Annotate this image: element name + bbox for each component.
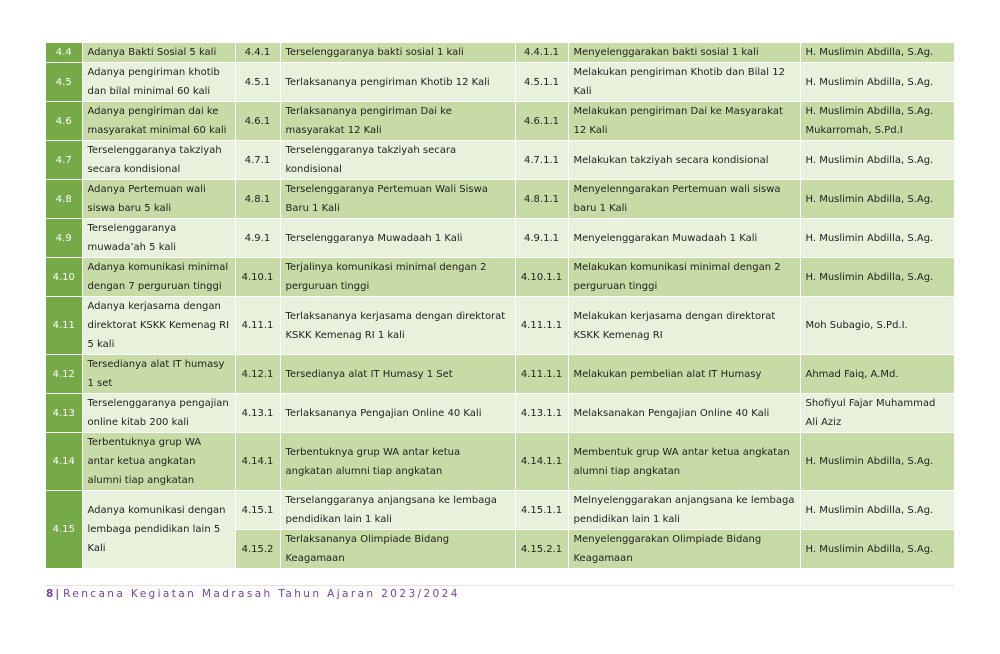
target-cell: Adanya komunikasi dengan lembaga pendidikan lain 5 Kali <box>82 491 235 569</box>
row-number: 4.11 <box>46 297 82 355</box>
activity-cell: Melakukan komunikasi minimal dengan 2 perguruan tinggi <box>568 258 800 297</box>
target-cell: Adanya kerjasama dengan direktorat KSKK Kemenag RI 5 kali <box>82 297 235 355</box>
table-row <box>46 63 954 102</box>
footer-divider <box>46 585 954 586</box>
indicator-code: 4.11.1 <box>235 297 280 355</box>
target-cell: Adanya Pertemuan wali siswa baru 5 kali <box>82 180 235 219</box>
activity-code: 4.7.1.1 <box>515 141 568 180</box>
activity-code: 4.11.1.1 <box>515 297 568 355</box>
activity-cell: Melakukan pembelian alat IT Humasy <box>568 355 800 394</box>
indicator-code: 4.5.1 <box>235 63 280 102</box>
table-row <box>46 433 954 491</box>
target-cell: Adanya Bakti Sosial 5 kali <box>82 43 235 63</box>
person-in-charge: H. Muslimin Abdilla, S.Ag. <box>800 180 954 219</box>
indicator-cell: Terselenggaranya Muwadaah 1 Kali <box>280 219 515 258</box>
indicator-cell: Terselanggaranya anjangsana ke lembaga pendidikan lain 1 kali <box>280 491 515 530</box>
person-in-charge: H. Muslimin Abdilla, S.Ag. <box>800 43 954 63</box>
indicator-code: 4.12.1 <box>235 355 280 394</box>
indicator-code: 4.14.1 <box>235 433 280 491</box>
activity-cell: Menyelenggarakan Muwadaah 1 Kali <box>568 219 800 258</box>
indicator-cell: Terlaksananya kerjasama dengan direktorat KSKK Kemenag RI 1 kali <box>280 297 515 355</box>
row-number: 4.9 <box>46 219 82 258</box>
page-footer <box>46 588 460 600</box>
activity-cell: Melakukan takziyah secara kondisional <box>568 141 800 180</box>
indicator-code: 4.15.2 <box>235 530 280 569</box>
activity-code: 4.14.1.1 <box>515 433 568 491</box>
table-row <box>46 102 954 141</box>
table-row <box>46 491 954 530</box>
activity-code: 4.15.1.1 <box>515 491 568 530</box>
table-row <box>46 355 954 394</box>
row-number: 4.15 <box>46 491 82 569</box>
activity-cell: Membentuk grup WA antar ketua angkatan alumni tiap angkatan <box>568 433 800 491</box>
target-cell: Terselenggaranya pengajian online kitab 200 kali <box>82 394 235 433</box>
indicator-code: 4.7.1 <box>235 141 280 180</box>
indicator-code: 4.8.1 <box>235 180 280 219</box>
table-row <box>46 180 954 219</box>
row-number: 4.14 <box>46 433 82 491</box>
target-cell: Terselenggaranya takziyah secara kondisional <box>82 141 235 180</box>
row-number: 4.5 <box>46 63 82 102</box>
target-cell: Adanya pengiriman dai ke masyarakat minimal 60 kali <box>82 102 235 141</box>
person-in-charge: H. Muslimin Abdilla, S.Ag. <box>800 141 954 180</box>
activity-code: 4.10.1.1 <box>515 258 568 297</box>
table-row <box>46 141 954 180</box>
activity-cell: Melaksanakan Pengajian Online 40 Kali <box>568 394 800 433</box>
activity-cell: Melakukan pengiriman Khotib dan Bilal 12 Kali <box>568 63 800 102</box>
target-cell: Terbentuknya grup WA antar ketua angkatan alumni tiap angkatan <box>82 433 235 491</box>
target-cell: Adanya komunikasi minimal dengan 7 perguruan tinggi <box>82 258 235 297</box>
person-in-charge: Shofiyul Fajar Muhammad Ali Aziz <box>800 394 954 433</box>
indicator-code: 4.15.1 <box>235 491 280 530</box>
activity-cell: Melakukan pengiriman Dai ke Masyarakat 12 Kali <box>568 102 800 141</box>
table-row <box>46 297 954 355</box>
activity-cell: Menyelenngarakan Pertemuan wali siswa baru 1 Kali <box>568 180 800 219</box>
page-number: 8 <box>46 588 54 600</box>
table-row <box>46 258 954 297</box>
indicator-code: 4.10.1 <box>235 258 280 297</box>
activity-cell: Melakukan kerjasama dengan direktorat KSKK Kemenag RI <box>568 297 800 355</box>
indicator-cell: Terlaksananya pengiriman Dai ke masyarakat 12 Kali <box>280 102 515 141</box>
activity-code: 4.8.1.1 <box>515 180 568 219</box>
row-number: 4.13 <box>46 394 82 433</box>
indicator-code: 4.4.1 <box>235 43 280 63</box>
activity-cell: Menyelenggarakan Olimpiade Bidang Keagamaan <box>568 530 800 569</box>
table-row <box>46 43 954 63</box>
footer-title: Rencana Kegiatan Madrasah Tahun Ajaran 2023/2024 <box>63 588 460 600</box>
indicator-cell: Tersedianya alat IT Humasy 1 Set <box>280 355 515 394</box>
activity-cell: Melnyelenggarakan anjangsana ke lembaga pendidikan lain 1 kali <box>568 491 800 530</box>
activity-code: 4.15.2.1 <box>515 530 568 569</box>
target-cell: Tersedianya alat IT humasy 1 set <box>82 355 235 394</box>
row-number: 4.6 <box>46 102 82 141</box>
activity-code: 4.5.1.1 <box>515 63 568 102</box>
indicator-cell: Terselenggaranya takziyah secara kondisional <box>280 141 515 180</box>
person-in-charge: H. Muslimin Abdilla, S.Ag. <box>800 63 954 102</box>
indicator-code: 4.13.1 <box>235 394 280 433</box>
activity-code: 4.13.1.1 <box>515 394 568 433</box>
activity-code: 4.6.1.1 <box>515 102 568 141</box>
activity-code: 4.11.1.1 <box>515 355 568 394</box>
indicator-cell: Terbentuknya grup WA antar ketua angkatan alumni tiap angkatan <box>280 433 515 491</box>
target-cell: Adanya pengiriman khotib dan bilal minimal 60 kali <box>82 63 235 102</box>
indicator-cell: Terlaksananya Olimpiade Bidang Keagamaan <box>280 530 515 569</box>
footer-separator: | <box>55 588 60 600</box>
row-number: 4.10 <box>46 258 82 297</box>
indicator-cell: Terlaksananya Pengajian Online 40 Kali <box>280 394 515 433</box>
indicator-cell: Terselenggaranya Pertemuan Wali Siswa Baru 1 Kali <box>280 180 515 219</box>
person-in-charge: H. Muslimin Abdilla, S.Ag. <box>800 219 954 258</box>
indicator-cell: Terselenggaranya bakti sosial 1 kali <box>280 43 515 63</box>
indicator-cell: Terjalinya komunikasi minimal dengan 2 perguruan tinggi <box>280 258 515 297</box>
row-number: 4.8 <box>46 180 82 219</box>
person-in-charge: H. Muslimin Abdilla, S.Ag. <box>800 258 954 297</box>
activity-code: 4.9.1.1 <box>515 219 568 258</box>
person-in-charge: H. Muslimin Abdilla, S.Ag. <box>800 530 954 569</box>
indicator-cell: Terlaksananya pengiriman Khotib 12 Kali <box>280 63 515 102</box>
row-number: 4.7 <box>46 141 82 180</box>
person-in-charge: Ahmad Faiq, A.Md. <box>800 355 954 394</box>
activity-code: 4.4.1.1 <box>515 43 568 63</box>
person-in-charge: H. Muslimin Abdilla, S.Ag. <box>800 491 954 530</box>
row-number: 4.12 <box>46 355 82 394</box>
target-cell: Terselenggaranya muwada’ah 5 kali <box>82 219 235 258</box>
indicator-code: 4.9.1 <box>235 219 280 258</box>
activity-cell: Menyelenggarakan bakti sosial 1 kali <box>568 43 800 63</box>
person-in-charge: H. Muslimin Abdilla, S.Ag. Mukarromah, S.Pd.I <box>800 102 954 141</box>
table-row <box>46 394 954 433</box>
table-row <box>46 219 954 258</box>
person-in-charge: Moh Subagio, S.Pd.I. <box>800 297 954 355</box>
row-number: 4.4 <box>46 43 82 63</box>
person-in-charge: H. Muslimin Abdilla, S.Ag. <box>800 433 954 491</box>
indicator-code: 4.6.1 <box>235 102 280 141</box>
activity-plan-table <box>46 43 955 569</box>
